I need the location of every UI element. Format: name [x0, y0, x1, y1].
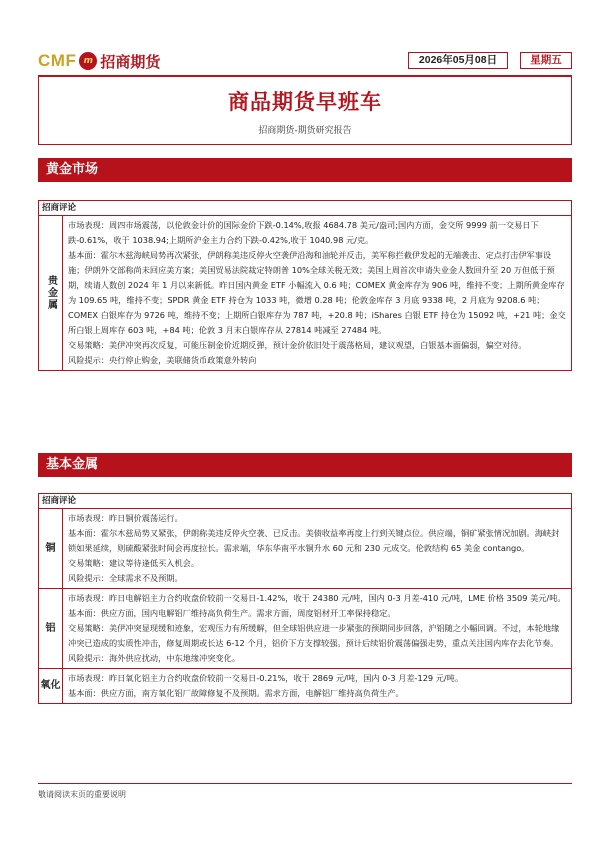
table-row: [39, 509, 571, 589]
paragraph-market: 市场表现：昨日铜价震荡运行。: [68, 513, 183, 523]
row-body: [63, 589, 571, 668]
panel-gold: [38, 200, 572, 371]
paragraph-fundamentals: 基本面：霍尔木兹局势又紧张，伊朗称美违反停火空袭、已反击。美债收益率再度上行到关键点位。供应端，铜矿紧张情况加剧。海峡封锁如果延续，则硫酸紧张时间会再度拉长。需求端，华东华南平水铜升水 60 元和 230 元成交。伦敦结构 65 美金 contango。: [68, 528, 560, 553]
title-frame: [38, 75, 572, 145]
section-bar-gold: 黄金市场: [38, 158, 572, 182]
paragraph-risk: 风险提示：全球需求不及预期。: [68, 573, 183, 583]
footer-divider: [38, 783, 572, 784]
paragraph-fundamentals: 基本面：供应方面，国内电解铝厂维持高负荷生产。需求方面，周度铝材开工率保持稳定。: [68, 608, 396, 618]
row-label-copper: 铜: [39, 509, 63, 588]
paragraph-strategy: 交易策略：建议等待逢低买入机会。: [68, 558, 200, 568]
panel-head-comment: 招商评论: [39, 494, 571, 509]
paragraph-market: 市场表现：昨日氧化铝主力合约收盘价较前一交易日-0.21%，收于 2869 元/吨，国内 0-3 月差-129 元/吨。: [68, 673, 464, 683]
paragraph-market: 市场表现：周四市场震荡，以伦敦金计价的国际金价下跌-0.14%,收报 4684.78 美元/盎司;国内方面，金交所 9999 前一交易日下跌-0.61%，收于 1038.94;上期所沪金主力合约下跌-0.42%,收于 1040.98 元/克。: [68, 220, 539, 245]
page-title: 商品期货早班车: [228, 90, 382, 114]
paragraph-strategy: 交易策略：美伊冲突再次反复，可能压制金价近期反弹，预计金价依旧处于震荡格局，建议观望，白银基本面偏弱，偏空对待。: [68, 340, 527, 350]
report-weekday: 星期五: [520, 52, 572, 69]
logo-badge-icon: m: [79, 52, 97, 70]
section-bar-base-metals: 基本金属: [38, 453, 572, 477]
panel-base-metals: [38, 493, 572, 704]
report-header: [38, 50, 572, 72]
paragraph-market: 市场表现：昨日电解铝主力合约收盘价较前一交易日-1.42%，收于 24380 元/吨，国内 0-3 月差-410 元/吨，LME 价格 3509 美元/吨。: [68, 593, 566, 603]
row-body: [63, 216, 571, 370]
paragraph-fundamentals: 基本面：供应方面，南方氧化铝厂故障修复不及预期。需求方面，电解铝厂维持高负荷生产。: [68, 688, 404, 698]
logo-chinese: 招商期货: [100, 52, 161, 71]
row-label-aluminum: 铝: [39, 589, 63, 668]
logo-latin: CMF: [38, 51, 77, 70]
report-date: 2026年05月08日: [408, 52, 508, 69]
paragraph-risk: 风险提示：海外供应扰动，中东地缘冲突变化。: [68, 653, 240, 663]
company-logo: [38, 50, 160, 72]
table-row: [39, 216, 571, 370]
footer-note: 敬请阅读末页的重要说明: [38, 790, 126, 799]
table-row: [39, 589, 571, 669]
row-label-precious-metals: 贵金属: [39, 216, 63, 370]
paragraph-strategy: 交易策略：美伊冲突显现缓和迹象，宏观压力有所缓解，但全球铝供应进一步紧张的预期同步回落，沪铝随之小幅回调。不过，本轮地缘冲突已造成的实质性冲击，修复周期或长达 6-12 个月，铝价下方支撑较强。预计后续铝价震荡偏强走势，重点关注国内库存去化节奏。: [68, 623, 560, 648]
page-subtitle: 招商期货-期货研究报告: [258, 126, 352, 136]
row-body: [63, 509, 571, 588]
row-label-alumina: 氧化: [39, 669, 63, 703]
paragraph-risk: 风险提示：央行停止购金，美联储货币政策意外转向: [68, 355, 257, 365]
panel-head-comment: 招商评论: [39, 201, 571, 216]
table-row: [39, 669, 571, 703]
row-body: [63, 669, 571, 703]
paragraph-fundamentals: 基本面：霍尔木兹海峡局势再次紧张，伊朗称美违反停火空袭伊沿海和油轮并反击，美军称拦截伊发起的无端袭击、定点打击伊军事设施；伊朗外交部称尚未回应美方案；美国贸易法院裁定特朗普 10%全球关税无效；美国上周首次申请失业金人数回升至 20 万但低于预期，续请人数创 2024 年 1 月以来新低。昨日国内黄金 ETF 小幅流入 0.6 吨；COMEX 黄金库存为 906 吨，维持不变；上期所黄金库存为 109.65 吨，维持不变；SPDR 黄金 ETF 持仓为 1033 吨，微增 0.28 吨；伦敦金库存 3 月底 9338 吨，2 月底为 9208.6 吨；COMEX 白银库存为 9726 吨，维持不变；上期所白银库存为 787 吨，+20.8 吨；iShares 白银 ETF 持仓为 15092 吨，+21 吨；金交所白银上周库存 603 吨，+84 吨；伦敦 3 月末白银库存从 27814 吨减至 27484 吨。: [68, 250, 566, 335]
